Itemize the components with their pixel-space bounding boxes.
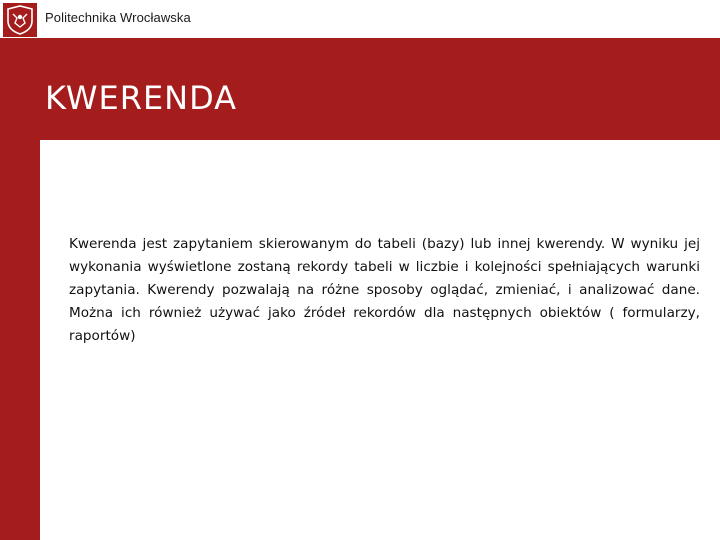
header-strip — [0, 0, 720, 38]
university-crest-icon — [3, 3, 37, 37]
slide-body-text: Kwerenda jest zapytaniem skierowanym do tabeli (bazy) lub innej kwerendy. W wyniku jej wykonania wyświetlone zostaną rekordy tabeli w liczbie i kolejności spełniających warunki zapytania. Kwerendy pozwalają na różne sposoby oglądać, zmieniać, i analizować dane. Można ich również używać jako źródeł rekordów dla następnych obiektów ( formularzy, raportów) — [69, 236, 700, 344]
title-band — [40, 38, 720, 140]
university-name: Politechnika Wrocławska — [45, 10, 191, 25]
slide-title: KWERENDA — [45, 79, 238, 117]
